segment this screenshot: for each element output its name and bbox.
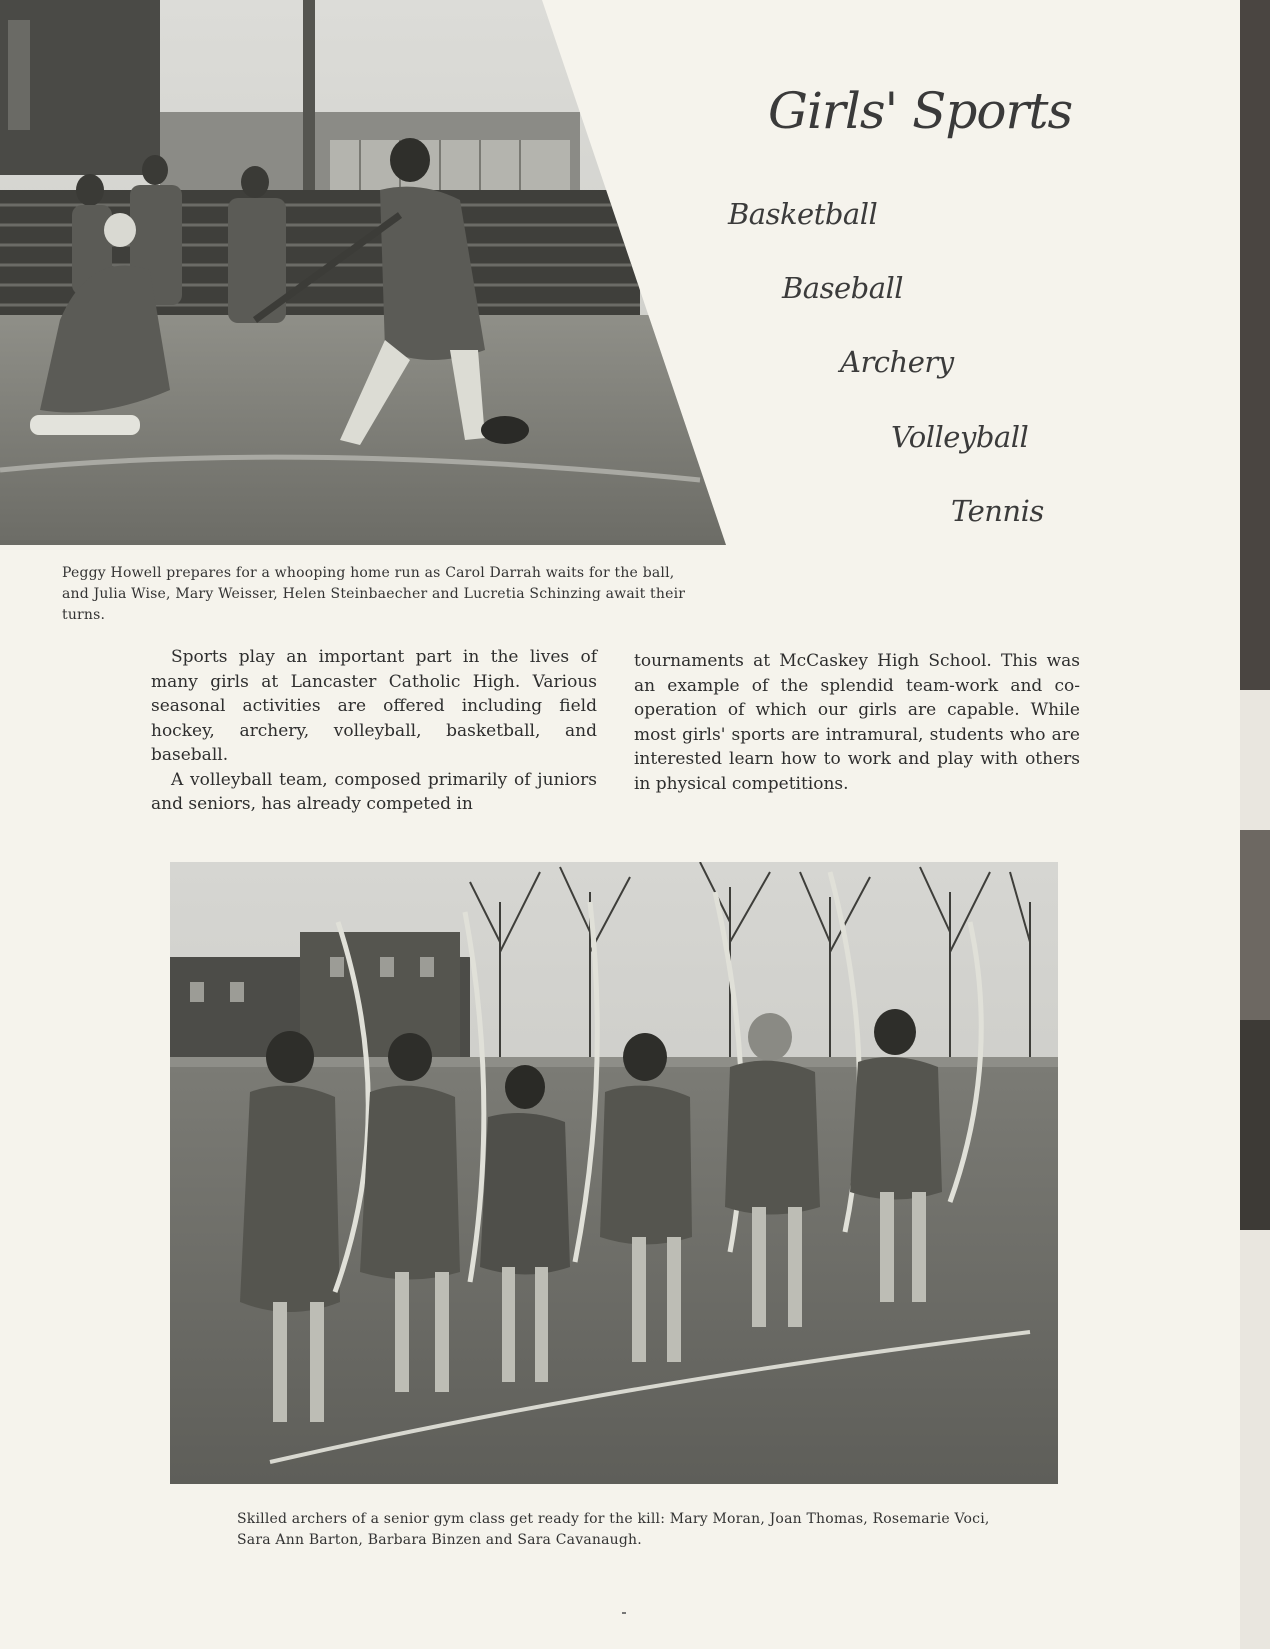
top-photo-caption: Peggy Howell prepares for a whooping home run as Carol Darrah waits for the ball, and Julia Wise, Mary Weisser, Helen Steinbaecher and Lucretia Schinzing await their turns. [62,565,686,623]
sport-volleyball: Volleyball [891,420,1029,454]
page-binding-edge [1240,0,1270,1649]
body-paragraph: tournaments at McCaskey High School. This was an example of the splendid team-work and co-operation of which our girls are capable. While most girls' sports are intramural, students who are interested learn how to work and play with others in physical competitions. [634,651,1080,794]
baseball-photo [0,0,726,545]
sport-tennis: Tennis [951,494,1044,528]
bottom-photo-caption: Skilled archers of a senior gym class get ready for the kill: Mary Moran, Joan Thomas, Rosemarie Voci, Sara Ann Barton, Barbara Binzen and Sara Cavanaugh. [237,1511,990,1548]
sport-baseball: Baseball [782,271,904,305]
page-mark [622,1612,626,1614]
body-paragraph: Sports play an important part in the lives of many girls at Lancaster Catholic High. Various seasonal activities are offered including field hockey, archery, volleyball, basketball, and baseball. [151,647,597,765]
body-right-column [634,649,1080,796]
page-title: Girls' Sports [768,82,1073,140]
body-left-column [151,645,597,817]
sport-archery: Archery [840,345,954,379]
body-paragraph: A volleyball team, composed primarily of juniors and seniors, has already competed in [151,769,597,814]
sport-basketball: Basketball [728,197,878,231]
archery-photo [170,862,1058,1484]
